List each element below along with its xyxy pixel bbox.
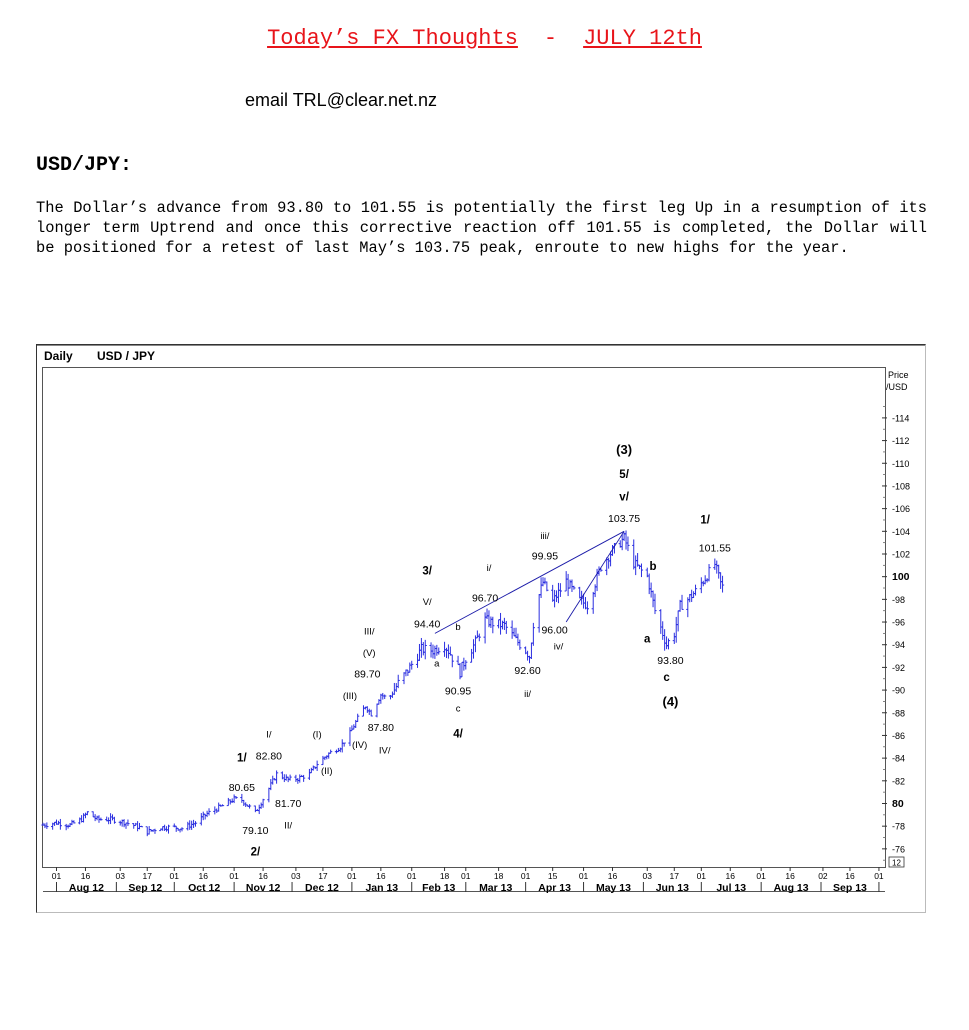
y-tick-label: -114	[892, 413, 910, 424]
wave-annotation: (IV)	[351, 739, 368, 751]
y-tick-label: 100	[892, 571, 910, 584]
wave-annotation: 96.00	[541, 624, 568, 637]
wave-annotation: (III)	[342, 691, 358, 703]
wave-annotation: 3/	[422, 565, 432, 578]
chart-period-label: Daily	[44, 349, 73, 363]
title-text: Today’s FX Thoughts	[267, 26, 518, 51]
x-month-label: Jul 13	[716, 882, 747, 894]
y-tick-label: -96	[892, 617, 906, 628]
x-day-label: 17	[142, 871, 152, 881]
x-month-label: Sep 13	[833, 882, 867, 894]
x-day-label: 18	[493, 871, 504, 881]
x-day-label: 01	[407, 871, 417, 881]
x-day-label: 16	[376, 871, 386, 881]
price-chart	[37, 345, 925, 912]
x-day-label: 01	[461, 871, 471, 881]
wave-annotation: (3)	[616, 442, 633, 458]
x-day-label: 16	[198, 871, 208, 881]
y-tick-label: -104	[892, 526, 911, 537]
wave-annotation: 99.95	[531, 550, 559, 563]
wave-annotation: 92.60	[514, 665, 541, 678]
wave-annotation: 90.95	[444, 685, 472, 698]
x-day-label: 01	[169, 871, 180, 881]
wave-annotation: (V)	[362, 648, 376, 660]
y-tick-label: -108	[892, 481, 911, 492]
x-day-label: 16	[845, 871, 855, 881]
y-tick-label: -94	[892, 640, 906, 651]
wave-annotation: 81.70	[275, 797, 302, 810]
x-day-label: 01	[874, 871, 884, 881]
wave-annotation: b	[649, 560, 657, 573]
wave-annotation: IV/	[378, 745, 391, 757]
x-month-label: Jun 13	[655, 882, 689, 894]
x-day-label: 18	[439, 871, 450, 881]
x-day-label: 16	[80, 871, 91, 881]
wave-annotation: 79.10	[242, 825, 269, 838]
x-day-label: 16	[607, 871, 618, 881]
x-day-label: 16	[725, 871, 736, 881]
y-tick-label: -86	[892, 730, 906, 741]
wave-annotation: 94.40	[414, 618, 441, 631]
chart-panel	[36, 344, 926, 913]
wave-annotation: 4/	[453, 728, 463, 741]
x-day-label: 17	[318, 871, 328, 881]
wave-annotation: 80.65	[228, 782, 255, 795]
x-month-label: Aug 12	[68, 882, 104, 894]
section-heading: USD/JPY:	[36, 154, 133, 177]
wave-annotation: a	[644, 633, 651, 646]
x-day-label: 01	[520, 871, 531, 881]
wave-annotation: 5/	[619, 469, 629, 482]
x-month-label: Jan 13	[365, 882, 399, 894]
wave-annotation: a	[434, 658, 440, 670]
chart-symbol-label: USD / JPY	[97, 349, 156, 363]
y-tick-label: -102	[892, 549, 911, 560]
wave-annotation: ii/	[524, 688, 532, 700]
wave-annotation: III/	[363, 626, 375, 638]
x-day-label: 03	[291, 871, 301, 881]
wave-annotation: 93.80	[657, 654, 684, 667]
x-month-label: Dec 12	[305, 882, 339, 894]
wave-annotation: iii/	[540, 531, 550, 543]
y-tick-label: -106	[892, 504, 911, 515]
y-tick-label: -92	[892, 662, 906, 673]
wave-annotation: 87.80	[367, 721, 394, 734]
wave-annotation: II/	[284, 820, 293, 832]
wave-annotation: (4)	[662, 693, 679, 709]
commentary-paragraph: The Dollar’s advance from 93.80 to 101.55 is potentially the first leg Up in a resumption of its longer term Uptrend and once this corrective reaction off 101.55 is completed, the Dollar will be positioned for a retest of last May’s 103.75 peak, enroute to new highs for the year.	[36, 199, 927, 257]
y-tick-label: -78	[892, 821, 906, 832]
wave-annotation: iv/	[553, 641, 564, 653]
wave-annotation: V/	[422, 597, 432, 609]
x-day-label: 17	[669, 871, 680, 881]
x-month-label: Feb 13	[422, 882, 456, 894]
y-tick-label: -110	[892, 458, 910, 469]
x-day-label: 03	[115, 871, 125, 881]
wave-annotation: (I)	[312, 729, 322, 741]
wave-annotation: c	[455, 703, 461, 715]
y-scale-marker-label: 12	[892, 858, 901, 868]
y-tick-label: -112	[892, 436, 910, 447]
y-tick-label: 80	[892, 797, 904, 810]
y-tick-label: -76	[892, 844, 906, 855]
x-day-label: 02	[818, 871, 828, 881]
x-day-label: 01	[51, 871, 62, 881]
wave-annotation: 89.70	[354, 668, 381, 681]
title-separator: -	[543, 26, 558, 51]
wave-annotation: (II)	[320, 766, 333, 778]
x-day-label: 01	[578, 871, 589, 881]
y-axis-unit-label: Price	[888, 370, 909, 380]
x-day-label: 01	[756, 871, 766, 881]
wave-annotation: c	[663, 672, 670, 685]
wave-annotation: 96.70	[471, 592, 499, 605]
y-tick-label: -84	[892, 753, 906, 764]
y-tick-label: -82	[892, 776, 906, 787]
x-month-label: Nov 12	[245, 882, 281, 894]
y-tick-label: -88	[892, 708, 906, 719]
x-month-label: May 13	[595, 882, 631, 894]
x-day-label: 16	[258, 871, 268, 881]
x-month-label: Sep 12	[128, 882, 163, 894]
wave-annotation: b	[455, 621, 461, 633]
wave-annotation: 82.80	[255, 750, 283, 763]
y-tick-label: -98	[892, 594, 906, 605]
email-contact: email TRL@clear.net.nz	[245, 90, 438, 110]
y-axis-unit-label: /USD	[886, 382, 908, 392]
x-day-label: 16	[785, 871, 795, 881]
title-date: JULY 12th	[583, 26, 702, 51]
y-tick-label: -90	[892, 685, 906, 696]
wave-annotation: 2/	[250, 846, 261, 859]
wave-annotation: i/	[486, 563, 492, 575]
x-day-label: 01	[696, 871, 707, 881]
x-day-label: 01	[229, 871, 239, 881]
wave-annotation: 1/	[700, 514, 710, 527]
x-month-label: Mar 13	[479, 882, 513, 894]
x-month-label: Aug 13	[773, 882, 809, 894]
x-day-label: 15	[547, 871, 558, 881]
wave-annotation: 1/	[237, 752, 247, 765]
x-day-label: 01	[347, 871, 357, 881]
x-month-label: Oct 12	[188, 882, 221, 894]
x-day-label: 03	[642, 871, 652, 881]
wave-annotation: 103.75	[608, 513, 641, 526]
wave-annotation: I/	[266, 729, 272, 741]
wave-annotation: 101.55	[698, 542, 731, 555]
x-month-label: Apr 13	[538, 882, 571, 894]
wave-annotation: v/	[619, 491, 629, 504]
page-title	[0, 26, 969, 51]
